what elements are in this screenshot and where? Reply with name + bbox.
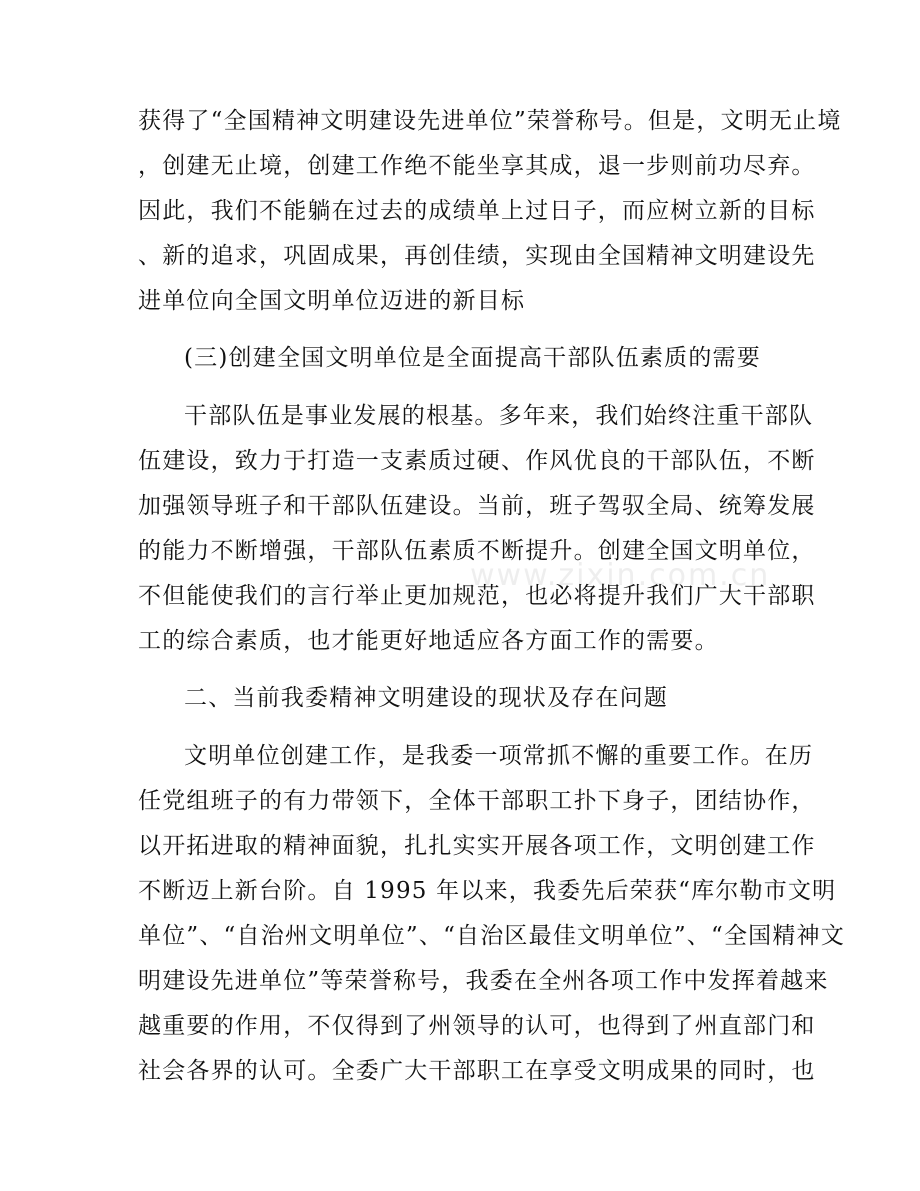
paragraph-1-line: 、新的追求，巩固成果，再创佳绩，实现由全国精神文明建设先 bbox=[138, 243, 816, 269]
paragraph-3-line: 单位”、“自治州文明单位”、“自治区最佳文明单位”、“全国精神文 bbox=[138, 923, 845, 949]
paragraph-3-line: 越重要的作用，不仅得到了州领导的认可，也得到了州直部门和 bbox=[138, 1013, 816, 1039]
paragraph-2-line: 工的综合素质，也才能更好地适应各方面工作的需要。 bbox=[138, 628, 719, 654]
paragraph-1-line: 因此，我们不能躺在过去的成绩单上过日子，而应树立新的目标 bbox=[138, 198, 816, 224]
section-heading-3: (三)创建全国文明单位是全面提高干部队伍素质的需要 bbox=[184, 345, 761, 371]
paragraph-3-line: 明建设先进单位”等荣誉称号，我委在全州各项工作中发挥着越来 bbox=[138, 968, 829, 994]
paragraph-3-line: 任党组班子的有力带领下，全体干部职工扑下身子，团结协作， bbox=[138, 788, 816, 814]
paragraph-2-line: 干部队伍是事业发展的根基。多年来，我们始终注重干部队 bbox=[184, 403, 814, 429]
watermark: www.zixin.com.cn bbox=[470, 558, 771, 593]
section-heading-2: 二、当前我委精神文明建设的现状及存在问题 bbox=[184, 685, 668, 711]
paragraph-1-line: ，创建无止境，创建工作绝不能坐享其成，退一步则前功尽弃。 bbox=[138, 153, 816, 179]
paragraph-2-line: 的能力不断增强，干部队伍素质不断提升。创建全国文明单位， bbox=[138, 538, 816, 564]
paragraph-2-line: 伍建设，致力于打造一支素质过硬、作风优良的干部队伍，不断 bbox=[138, 448, 816, 474]
paragraph-1-line: 进单位向全国文明单位迈进的新目标 bbox=[138, 288, 526, 314]
paragraph-3-line: 社会各界的认可。全委广大干部职工在享受文明成果的同时，也 bbox=[138, 1058, 816, 1084]
paragraph-2-line: 加强领导班子和干部队伍建设。当前，班子驾驭全局、统筹发展 bbox=[138, 493, 816, 519]
paragraph-2-line: 不但能使我们的言行举止更加规范，也必将提升我们广大干部职 bbox=[138, 583, 816, 609]
paragraph-3-line: 文明单位创建工作，是我委一项常抓不懈的重要工作。在历 bbox=[184, 743, 814, 769]
paragraph-3-line: 以开拓进取的精神面貌，扎扎实实开展各项工作，文明创建工作 bbox=[138, 833, 816, 859]
paragraph-1-line: 获得了“全国精神文明建设先进单位”荣誉称号。但是，文明无止境 bbox=[138, 108, 842, 134]
paragraph-3-line: 不断迈上新台阶。自 1995 年以来，我委先后荣获“库尔勒市文明 bbox=[138, 878, 837, 904]
